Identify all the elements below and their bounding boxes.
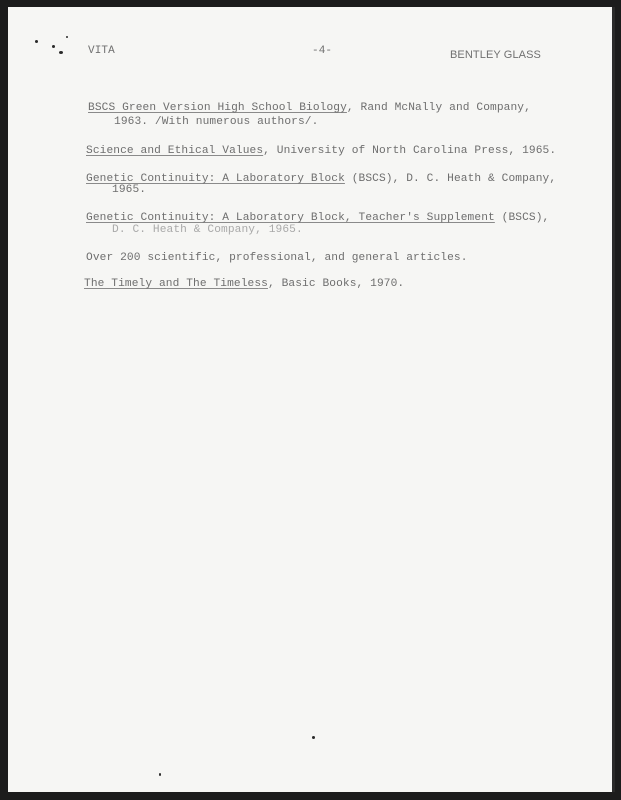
scan-speck [59,51,63,54]
entry-2 [86,145,556,157]
header-left: VITA [88,45,115,57]
scan-speck [159,773,161,776]
entry-1-line2: 1963. /With numerous authors/. [114,116,319,128]
entry-publisher: , Rand McNally and Company, [346,102,531,114]
document-page [8,7,615,792]
entry-title: The Timely and The Timeless [84,278,268,290]
entry-publisher: (BSCS), D. C. Heath & Company, [344,173,557,185]
scan-speck [312,736,315,739]
entry-6 [84,278,404,290]
entry-4-line2: D. C. Heath & Company, 1965. [112,224,303,236]
entry-title: Genetic Continuity: A Laboratory Block [86,173,345,185]
entry-title: Science and Ethical Values [86,145,264,157]
header-author: BENTLEY GLASS [450,49,541,61]
entry-title: Genetic Continuity: A Laboratory Block, Teacher's Supplement [86,212,495,224]
scan-speck [66,36,68,38]
page-number: -4- [312,45,333,57]
scan-speck [35,40,38,43]
entry-1 [88,102,531,114]
entry-4 [86,212,549,224]
entry-publisher: , Basic Books, 1970. [267,278,405,290]
scan-speck [52,45,55,48]
entry-text: Over 200 scientific, professional, and general articles. [86,252,468,264]
entry-5 [86,252,468,264]
entry-publisher: , University of North Carolina Press, 1965. [263,145,557,157]
entry-3-line2: 1965. [112,184,147,196]
entry-publisher: (BSCS), [494,212,550,224]
entry-title: BSCS Green Version High School Biology [88,102,347,114]
entry-3 [86,173,556,185]
